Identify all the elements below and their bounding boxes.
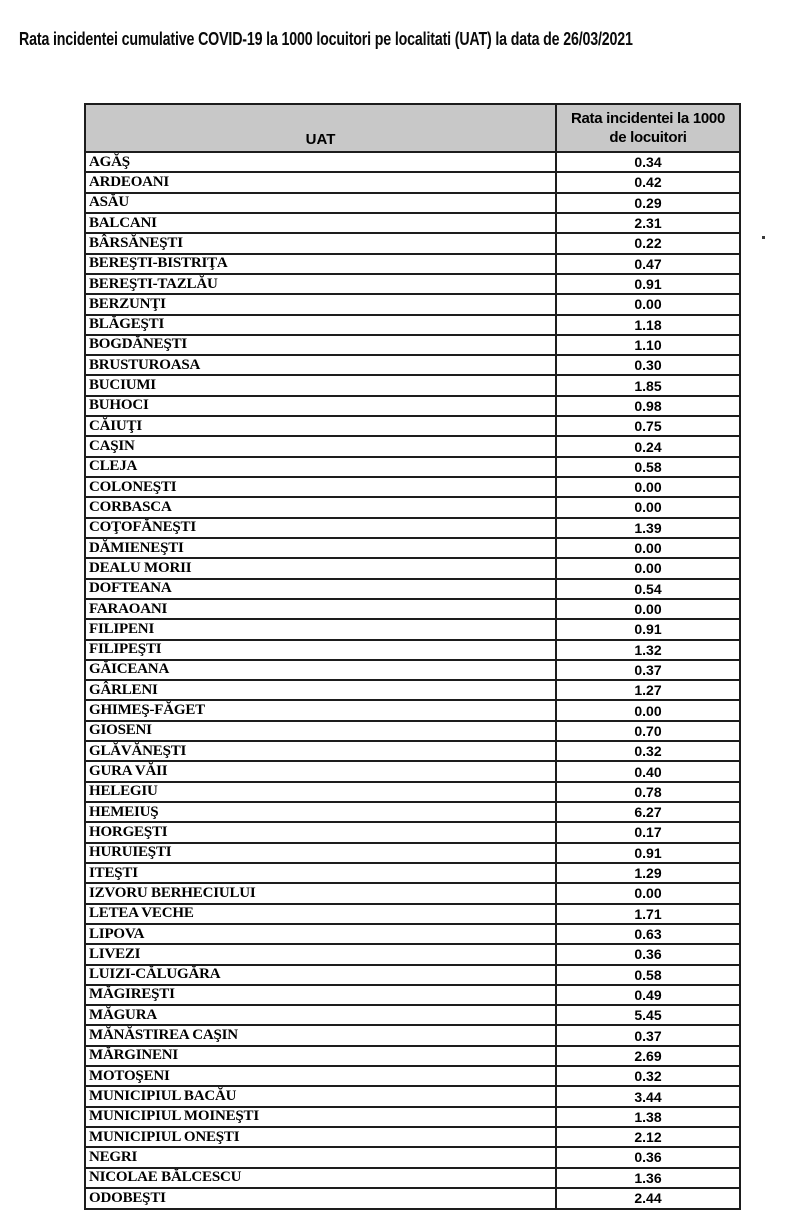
rate-cell: 2.31 — [556, 213, 740, 233]
uat-cell: MUNICIPIUL BACĂU — [85, 1086, 556, 1106]
rate-cell: 1.18 — [556, 315, 740, 335]
rate-cell: 0.37 — [556, 1025, 740, 1045]
uat-cell: BALCANI — [85, 213, 556, 233]
column-header-rate-line2: de locuitori — [609, 129, 687, 146]
uat-cell: NICOLAE BĂLCESCU — [85, 1168, 556, 1188]
rate-cell: 0.00 — [556, 599, 740, 619]
rate-cell: 0.17 — [556, 822, 740, 842]
uat-cell: ODOBEŞTI — [85, 1188, 556, 1209]
rate-cell: 0.70 — [556, 721, 740, 741]
table-row — [85, 497, 740, 517]
table-row — [85, 721, 740, 741]
table-row — [85, 985, 740, 1005]
table-row — [85, 193, 740, 213]
uat-cell: LETEA VECHE — [85, 904, 556, 924]
uat-cell: MOTOŞENI — [85, 1066, 556, 1086]
table-row — [85, 1188, 740, 1209]
uat-cell: GLĂVĂNEŞTI — [85, 741, 556, 761]
rate-cell: 0.00 — [556, 477, 740, 497]
rate-cell: 0.49 — [556, 985, 740, 1005]
rate-cell: 0.58 — [556, 457, 740, 477]
uat-cell: DĂMIENEŞTI — [85, 538, 556, 558]
uat-cell: ITEŞTI — [85, 863, 556, 883]
table-row — [85, 1066, 740, 1086]
table-row — [85, 802, 740, 822]
table-row — [85, 538, 740, 558]
uat-cell: ASĂU — [85, 193, 556, 213]
table-row — [85, 680, 740, 700]
table-row — [85, 1127, 740, 1147]
speck-artifact — [762, 236, 765, 239]
uat-cell: HELEGIU — [85, 782, 556, 802]
uat-cell: FILIPENI — [85, 619, 556, 639]
table-row — [85, 782, 740, 802]
uat-cell: ARDEOANI — [85, 172, 556, 192]
table-row — [85, 1168, 740, 1188]
uat-cell: BEREŞTI-BISTRIŢA — [85, 254, 556, 274]
uat-cell: GIOSENI — [85, 721, 556, 741]
uat-cell: BUHOCI — [85, 396, 556, 416]
rate-cell: 0.00 — [556, 700, 740, 720]
uat-cell: GHIMEŞ-FĂGET — [85, 700, 556, 720]
uat-cell: MĂGURA — [85, 1005, 556, 1025]
uat-cell: LIVEZI — [85, 944, 556, 964]
table-row — [85, 1046, 740, 1066]
rate-cell: 2.12 — [556, 1127, 740, 1147]
rate-cell: 0.00 — [556, 294, 740, 314]
rate-cell: 0.00 — [556, 883, 740, 903]
uat-cell: CORBASCA — [85, 497, 556, 517]
rate-cell: 1.71 — [556, 904, 740, 924]
table-row — [85, 944, 740, 964]
rate-cell: 1.85 — [556, 375, 740, 395]
rate-cell: 0.75 — [556, 416, 740, 436]
uat-cell: COLONEŞTI — [85, 477, 556, 497]
table-row — [85, 152, 740, 172]
table-row — [85, 1005, 740, 1025]
uat-cell: MĂRGINENI — [85, 1046, 556, 1066]
rate-cell: 1.27 — [556, 680, 740, 700]
table-row — [85, 457, 740, 477]
uat-cell: NEGRI — [85, 1147, 556, 1167]
table-row — [85, 843, 740, 863]
uat-cell: GÂRLENI — [85, 680, 556, 700]
rate-cell: 0.32 — [556, 741, 740, 761]
uat-cell: HURUIEŞTI — [85, 843, 556, 863]
rate-cell: 1.39 — [556, 518, 740, 538]
uat-cell: MUNICIPIUL ONEŞTI — [85, 1127, 556, 1147]
rate-cell: 5.45 — [556, 1005, 740, 1025]
uat-cell: BOGDĂNEŞTI — [85, 335, 556, 355]
uat-cell: BERZUNŢI — [85, 294, 556, 314]
table-row — [85, 599, 740, 619]
rate-cell: 2.44 — [556, 1188, 740, 1209]
rate-cell: 1.10 — [556, 335, 740, 355]
column-header-uat: UAT — [85, 104, 556, 152]
uat-cell: GURA VĂII — [85, 761, 556, 781]
table-row — [85, 883, 740, 903]
rate-cell: 0.47 — [556, 254, 740, 274]
uat-cell: LIPOVA — [85, 924, 556, 944]
table-row — [85, 579, 740, 599]
rate-cell: 3.44 — [556, 1086, 740, 1106]
rate-cell: 0.00 — [556, 538, 740, 558]
table-row — [85, 436, 740, 456]
rate-cell: 0.63 — [556, 924, 740, 944]
table-row — [85, 741, 740, 761]
uat-cell: LUIZI-CĂLUGĂRA — [85, 965, 556, 985]
uat-cell: MĂGIREŞTI — [85, 985, 556, 1005]
rate-cell: 0.22 — [556, 233, 740, 253]
table-row — [85, 254, 740, 274]
table-row — [85, 416, 740, 436]
table-row — [85, 294, 740, 314]
table-row — [85, 1086, 740, 1106]
rate-cell: 0.40 — [556, 761, 740, 781]
rate-cell: 0.34 — [556, 152, 740, 172]
column-header-rate — [556, 104, 740, 152]
rate-cell: 0.91 — [556, 843, 740, 863]
rate-cell: 0.29 — [556, 193, 740, 213]
table-body — [85, 152, 740, 1209]
table-row — [85, 619, 740, 639]
rate-cell: 0.58 — [556, 965, 740, 985]
uat-cell: BRUSTUROASA — [85, 355, 556, 375]
uat-cell: IZVORU BERHECIULUI — [85, 883, 556, 903]
table-row — [85, 396, 740, 416]
table-row — [85, 172, 740, 192]
table-row — [85, 355, 740, 375]
uat-cell: CAŞIN — [85, 436, 556, 456]
uat-cell: COŢOFĂNEŞTI — [85, 518, 556, 538]
uat-cell: MUNICIPIUL MOINEŞTI — [85, 1107, 556, 1127]
uat-cell: BÂRSĂNEŞTI — [85, 233, 556, 253]
uat-cell: HEMEIUŞ — [85, 802, 556, 822]
uat-cell: CLEJA — [85, 457, 556, 477]
rate-cell: 0.36 — [556, 944, 740, 964]
table-header-row — [85, 104, 740, 152]
table-row — [85, 761, 740, 781]
rate-cell: 0.30 — [556, 355, 740, 375]
table-row — [85, 660, 740, 680]
uat-cell: GĂICEANA — [85, 660, 556, 680]
uat-cell: DOFTEANA — [85, 579, 556, 599]
table-row — [85, 700, 740, 720]
table-row — [85, 1025, 740, 1045]
rate-cell: 0.36 — [556, 1147, 740, 1167]
rate-cell: 0.91 — [556, 619, 740, 639]
rate-cell: 2.69 — [556, 1046, 740, 1066]
uat-cell: AGĂŞ — [85, 152, 556, 172]
table-row — [85, 1107, 740, 1127]
uat-cell: BUCIUMI — [85, 375, 556, 395]
rate-cell: 0.00 — [556, 558, 740, 578]
rate-cell: 1.29 — [556, 863, 740, 883]
rate-cell: 0.32 — [556, 1066, 740, 1086]
table-row — [85, 274, 740, 294]
rate-cell: 1.32 — [556, 640, 740, 660]
rate-cell: 0.42 — [556, 172, 740, 192]
uat-cell: DEALU MORII — [85, 558, 556, 578]
rate-cell: 0.54 — [556, 579, 740, 599]
table-row — [85, 233, 740, 253]
uat-cell: FARAOANI — [85, 599, 556, 619]
rate-cell: 0.78 — [556, 782, 740, 802]
rate-cell: 0.91 — [556, 274, 740, 294]
table-row — [85, 558, 740, 578]
rate-cell: 1.38 — [556, 1107, 740, 1127]
rate-cell: 0.00 — [556, 497, 740, 517]
rate-cell: 0.37 — [556, 660, 740, 680]
uat-cell: BEREŞTI-TAZLĂU — [85, 274, 556, 294]
rate-cell: 1.36 — [556, 1168, 740, 1188]
rate-cell: 6.27 — [556, 802, 740, 822]
table-row — [85, 518, 740, 538]
uat-cell: MĂNĂSTIREA CAŞIN — [85, 1025, 556, 1045]
table-header — [85, 104, 740, 152]
table-row — [85, 965, 740, 985]
table-row — [85, 213, 740, 233]
table-row — [85, 477, 740, 497]
table-row — [85, 375, 740, 395]
uat-cell: BLĂGEŞTI — [85, 315, 556, 335]
uat-cell: CĂIUŢI — [85, 416, 556, 436]
table-row — [85, 904, 740, 924]
table-row — [85, 315, 740, 335]
page-title: Rata incidentei cumulative COVID-19 la 1000 locuitori pe localitati (UAT) la data de 26/03/2021 — [19, 29, 633, 49]
uat-cell: HORGEŞTI — [85, 822, 556, 842]
table-row — [85, 863, 740, 883]
table-row — [85, 924, 740, 944]
rate-cell: 0.98 — [556, 396, 740, 416]
table-row — [85, 822, 740, 842]
uat-cell: FILIPEŞTI — [85, 640, 556, 660]
table-row — [85, 1147, 740, 1167]
rate-cell: 0.24 — [556, 436, 740, 456]
table-row — [85, 640, 740, 660]
table-row — [85, 335, 740, 355]
column-header-rate-line1: Rata incidentei la 1000 — [570, 110, 725, 127]
incidence-table — [84, 103, 741, 1210]
